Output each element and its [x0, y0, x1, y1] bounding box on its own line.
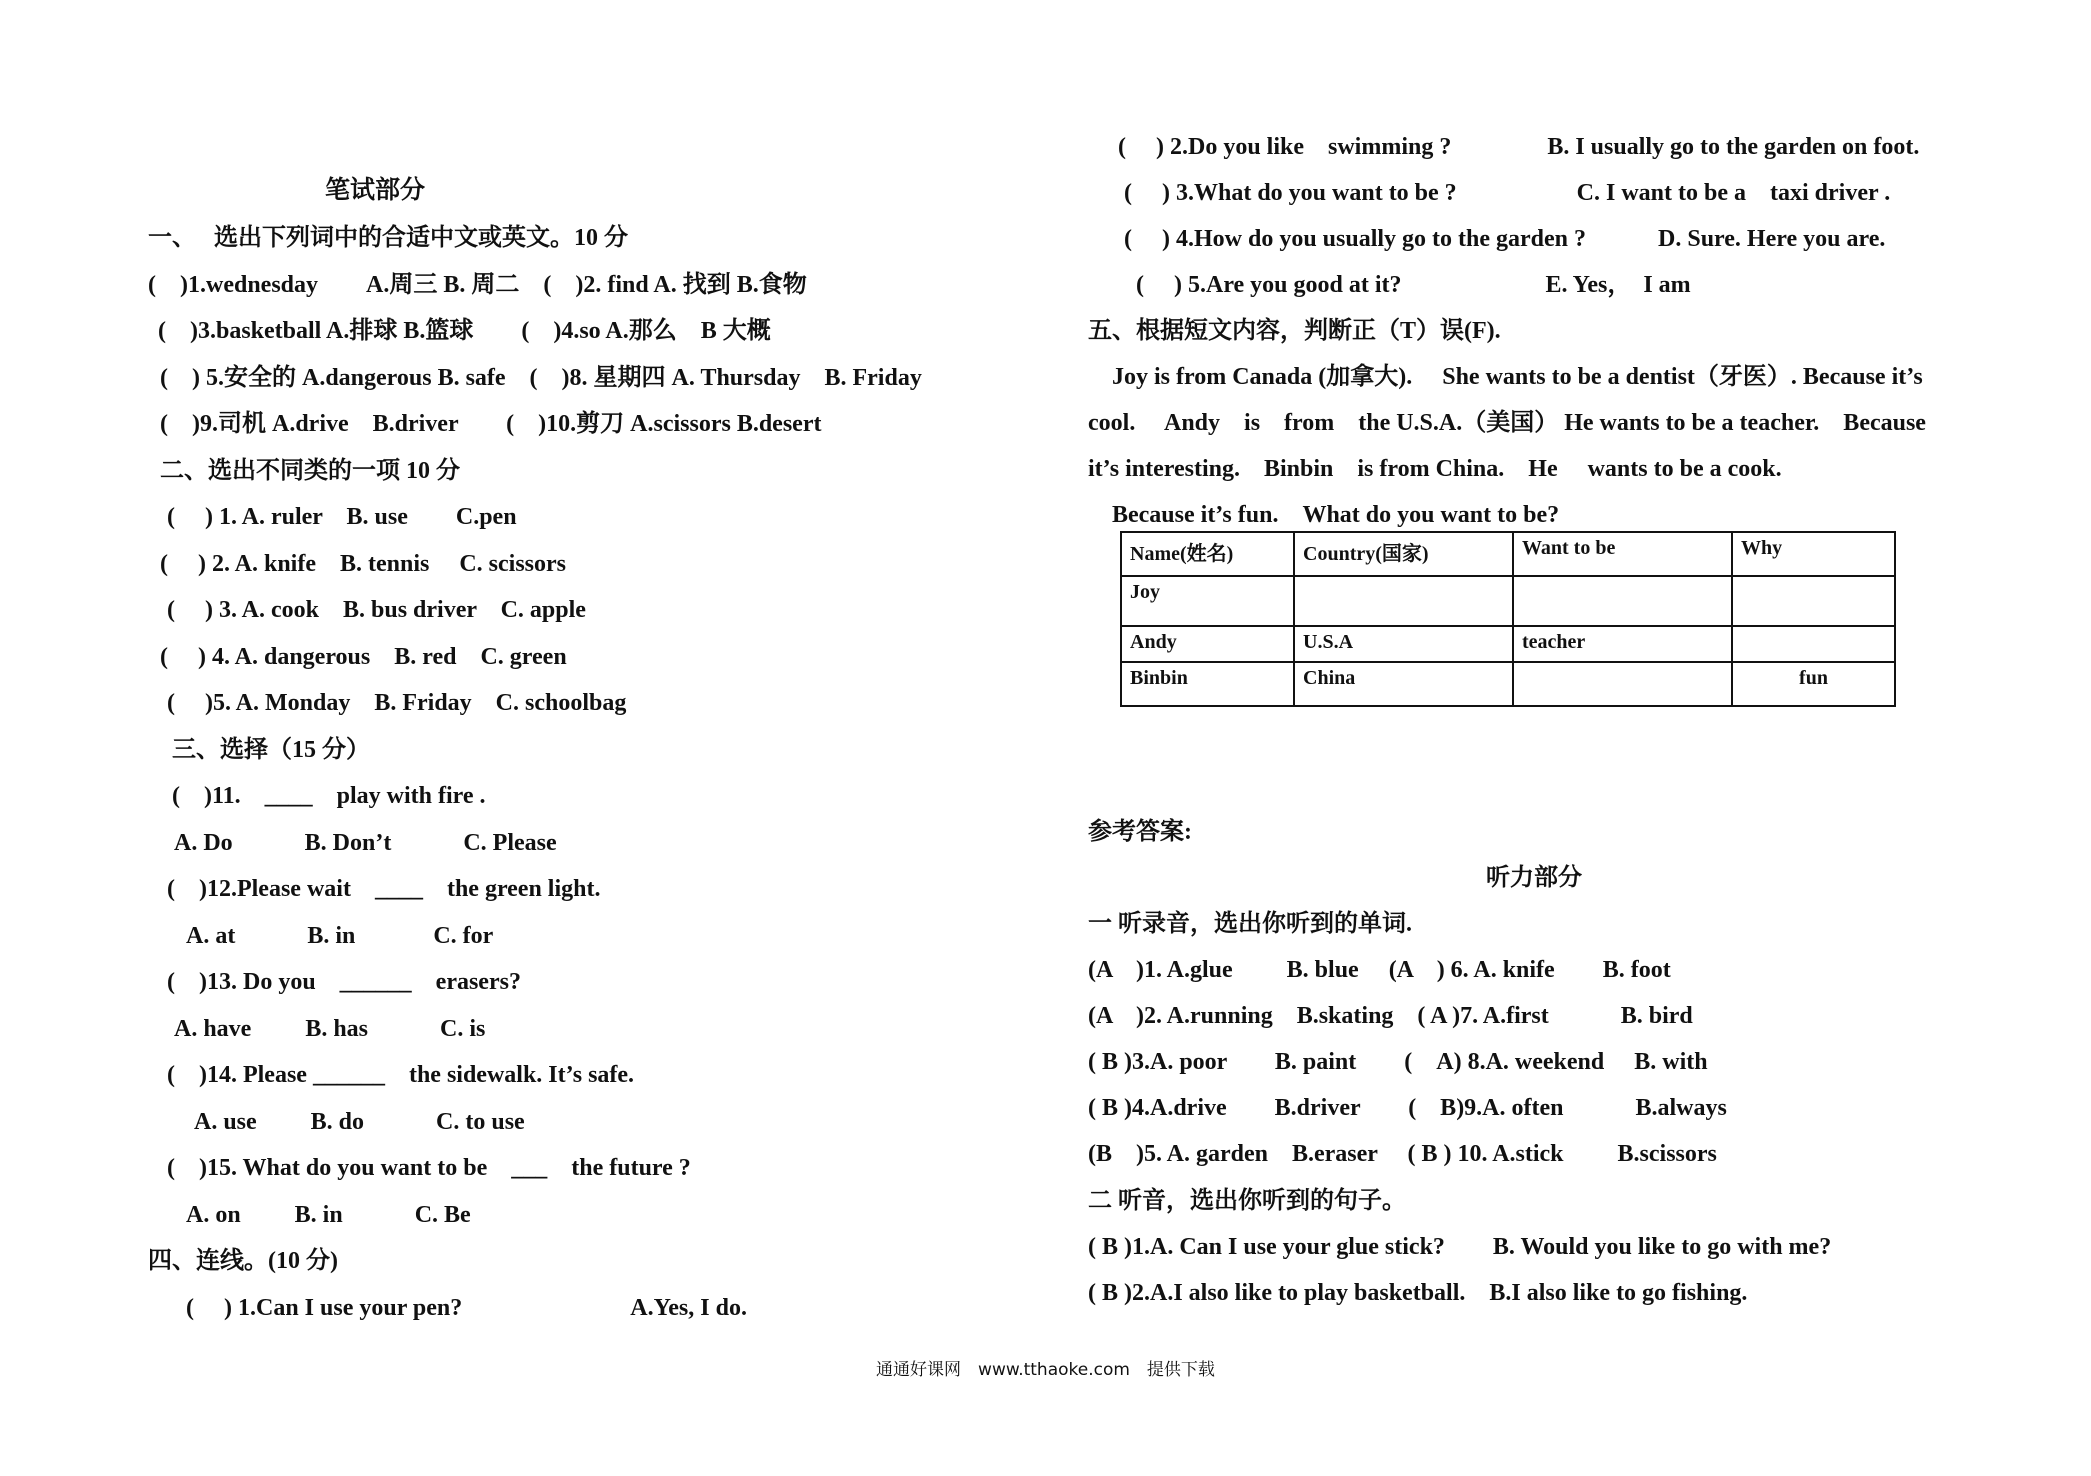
answer-table — [1120, 531, 1896, 707]
table-cell: China — [1294, 662, 1513, 706]
option-line: A. on B. in C. Be — [186, 1202, 471, 1228]
question-line: ( )1.wednesday A.周三 B. 周二 ( )2. find A. 找到 B.食物 — [148, 272, 807, 298]
match-line: ( ) 2.Do you like swimming ? B. I usually go to the garden on foot. — [1118, 134, 1920, 160]
section-2-heading: 二、选出不同类的一项 10 分 — [160, 458, 460, 484]
answer-line: ( B )4.A.drive B.driver ( B)9.A. often B.always — [1088, 1095, 1727, 1121]
table-header-cell: Why — [1732, 532, 1895, 576]
match-line: ( ) 3.What do you want to be ? C. I want to be a taxi driver . — [1124, 180, 1891, 206]
section-5-heading: 五、根据短文内容，判断正（T）误(F). — [1088, 318, 1501, 344]
listening-title: 听力部分 — [1486, 865, 1582, 891]
table-header-cell: Country(国家) — [1294, 532, 1513, 576]
section-3-heading: 三、选择（15 分） — [172, 737, 370, 763]
question-line: ( )11. ____ play with fire . — [172, 783, 486, 809]
question-line: ( ) 3. A. cook B. bus driver C. apple — [167, 597, 586, 623]
answer-section-2-heading: 二 听音，选出你听到的句子。 — [1088, 1188, 1406, 1214]
answer-line: (B )5. A. garden B.eraser ( B ) 10. A.stick B.scissors — [1088, 1141, 1717, 1167]
table-cell — [1513, 662, 1732, 706]
question-line: ( )3.basketball A.排球 B.篮球 ( )4.so A.那么 B 大概 — [158, 318, 771, 344]
option-line: A. use B. do C. to use — [194, 1109, 525, 1135]
question-line: ( )15. What do you want to be ___ the future ? — [167, 1155, 691, 1181]
answer-line: ( B )1.A. Can I use your glue stick? B. Would you like to go with me? — [1088, 1234, 1832, 1260]
table-cell: U.S.A — [1294, 626, 1513, 662]
question-line: ( ) 4. A. dangerous B. red C. green — [160, 644, 567, 670]
table-cell: Joy — [1121, 576, 1294, 626]
footer-text: 通通好课网 www.tthaoke.com 提供下载 — [876, 1360, 1215, 1380]
table-cell: fun — [1732, 662, 1895, 706]
section-4-heading: 四、连线。(10 分) — [148, 1248, 338, 1274]
option-line: A. at B. in C. for — [186, 923, 494, 949]
answer-line: ( B )3.A. poor B. paint ( A) 8.A. weekend B. with — [1088, 1049, 1708, 1075]
match-line: ( ) 1.Can I use your pen? A.Yes, I do. — [186, 1295, 747, 1321]
table-row — [1121, 576, 1895, 626]
question-line: ( )9.司机 A.drive B.driver ( )10.剪刀 A.scissors B.desert — [160, 411, 822, 437]
passage-line: it’s interesting. Binbin is from China. He wants to be a cook. — [1088, 456, 1782, 482]
table-cell: teacher — [1513, 626, 1732, 662]
option-line: A. have B. has C. is — [174, 1016, 486, 1042]
page-title: 笔试部分 — [325, 177, 426, 204]
answer-line: (A )1. A.glue B. blue (A ) 6. A. knife B. foot — [1088, 957, 1671, 983]
match-line: ( ) 5.Are you good at it? E. Yes， I am — [1136, 272, 1691, 298]
question-line: ( ) 5.安全的 A.dangerous B. safe ( )8. 星期四 A. Thursday B. Friday — [160, 365, 922, 391]
section-1-heading: 一、 选出下列词中的合适中文或英文。10 分 — [148, 225, 628, 251]
question-line: ( )12.Please wait ____ the green light. — [167, 876, 601, 902]
question-line: ( )13. Do you ______ erasers? — [167, 969, 521, 995]
table-cell — [1294, 576, 1513, 626]
table-header-cell: Name(姓名) — [1121, 532, 1294, 576]
question-line: ( ) 2. A. knife B. tennis C. scissors — [160, 551, 567, 577]
table-cell — [1732, 576, 1895, 626]
answer-section-1-heading: 一 听录音，选出你听到的单词. — [1088, 911, 1412, 937]
table-header-cell: Want to be — [1513, 532, 1732, 576]
question-line: ( ) 1. A. ruler B. use C.pen — [167, 504, 517, 530]
table-cell: Andy — [1121, 626, 1294, 662]
answer-line: ( B )2.A.I also like to play basketball. B.I also like to go fishing. — [1088, 1280, 1748, 1306]
table-row — [1121, 662, 1895, 706]
answer-line: (A )2. A.running B.skating ( A )7. A.first B. bird — [1088, 1003, 1693, 1029]
table-header-row — [1121, 532, 1895, 576]
passage-line: cool. Andy is from the U.S.A.（美国） He wants to be a teacher. Because — [1088, 410, 1926, 436]
table-cell — [1732, 626, 1895, 662]
question-line: ( )14. Please ______ the sidewalk. It’s safe. — [167, 1062, 635, 1088]
table-row — [1121, 626, 1895, 662]
table-cell — [1513, 576, 1732, 626]
table-cell: Binbin — [1121, 662, 1294, 706]
answers-label: 参考答案: — [1088, 819, 1192, 845]
passage-line: Because it’s fun. What do you want to be? — [1088, 502, 1560, 528]
match-line: ( ) 4.How do you usually go to the garden ? D. Sure. Here you are. — [1124, 226, 1886, 252]
passage-line: Joy is from Canada (加拿大). She wants to be a dentist（牙医）. Because it’s — [1088, 364, 1923, 390]
option-line: A. Do B. Don’t C. Please — [174, 830, 557, 856]
question-line: ( )5. A. Monday B. Friday C. schoolbag — [167, 690, 627, 716]
